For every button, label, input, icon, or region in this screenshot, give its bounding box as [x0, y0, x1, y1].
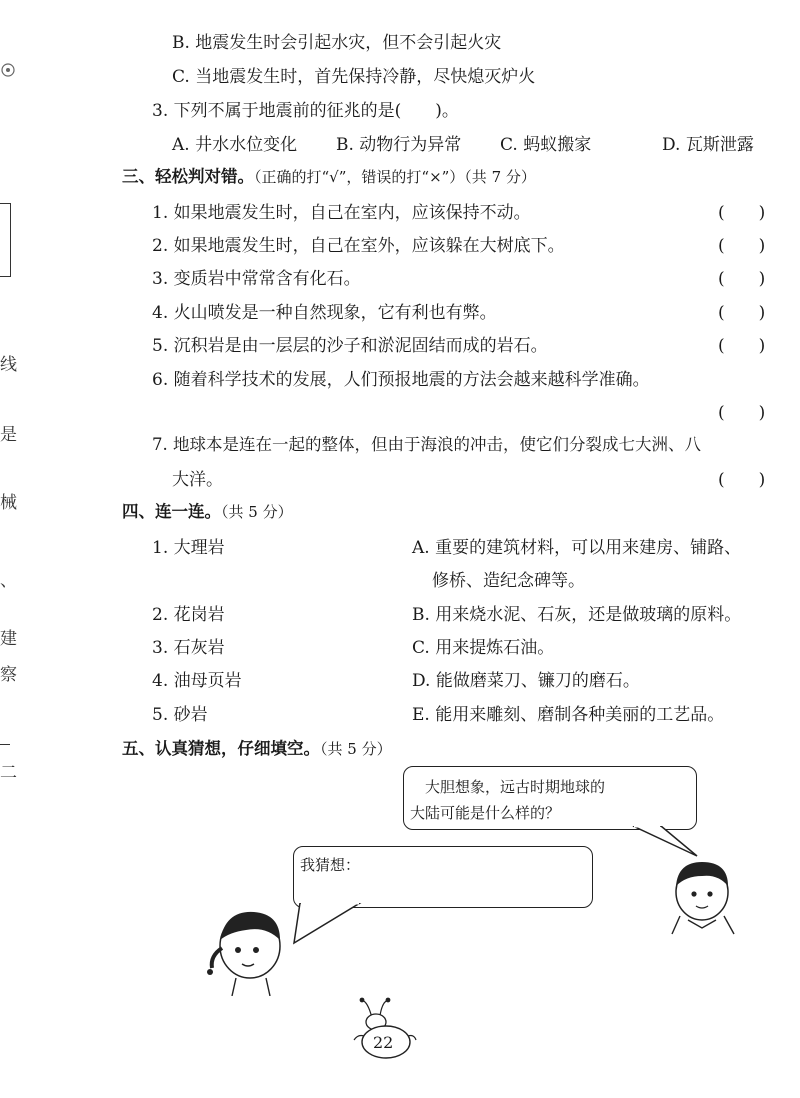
q3-option-b: B. 动物行为异常 [336, 135, 462, 155]
page-number: 22 [373, 1033, 394, 1052]
judge-answer-3[interactable]: ( ) [718, 269, 766, 289]
section4-note: （共 5 分） [221, 503, 293, 521]
judge-answer-7[interactable]: ( ) [718, 470, 766, 490]
judge-answer-2[interactable]: ( ) [718, 236, 766, 256]
q3-option-a: A. 井水水位变化 [172, 135, 298, 155]
page-number-bee-icon [348, 996, 420, 1062]
section4-title: 四、连一连。 [122, 502, 221, 521]
margin-char-6: 察 [0, 665, 17, 685]
q3-option-c: C. 蚂蚁搬家 [500, 135, 592, 155]
section5-title: 五、认真猜想，仔细填空。 [122, 739, 320, 758]
match-right-d[interactable]: D. 能做磨菜刀、镰刀的磨石。 [412, 671, 640, 691]
judge-answer-4[interactable]: ( ) [718, 303, 766, 323]
judge-answer-6[interactable]: ( ) [718, 403, 766, 423]
q3-stem: 3. 下列不属于地震前的征兆的是( )。 [152, 101, 459, 121]
margin-char-1: 线 [0, 355, 17, 375]
section5-note: （共 5 分） [320, 740, 392, 758]
section3-note: （正确的打“√”，错误的打“×”）（共 7 分） [254, 168, 536, 186]
section5-heading [122, 735, 392, 759]
judge-answer-1[interactable]: ( ) [718, 203, 766, 223]
judge-item-4: 4. 火山喷发是一种自然现象，它有利也有弊。 [152, 303, 497, 323]
match-right-c[interactable]: C. 用来提炼石油。 [412, 638, 555, 658]
judge-item-7-line1: 7. 地球本是连在一起的整体，但由于海浪的冲击，使它们分裂成七大洲、八 [152, 435, 701, 454]
judge-item-2: 2. 如果地震发生时，自己在室外，应该躲在大树底下。 [152, 236, 565, 256]
boy-bubble-line1: 大胆想象，远古时期地球的 [410, 778, 606, 796]
margin-char-7: 二 [0, 763, 17, 783]
q2-option-b: B. 地震发生时会引起水灾，但不会引起火灾 [172, 33, 502, 53]
section3-heading [122, 163, 536, 187]
judge-item-6: 6. 随着科学技术的发展，人们预报地震的方法会越来越科学准确。 [152, 370, 650, 390]
margin-char-4: 、 [0, 571, 17, 591]
judge-item-1: 1. 如果地震发生时，自己在室内，应该保持不动。 [152, 203, 531, 223]
judge-item-7-line2: 大洋。 [172, 470, 223, 490]
margin-box [0, 203, 11, 277]
margin-char-2: 是 [0, 425, 17, 445]
q3-option-d: D. 瓦斯泄露 [662, 135, 754, 155]
match-left-5[interactable]: 5. 砂岩 [152, 705, 208, 725]
match-left-3[interactable]: 3. 石灰岩 [152, 638, 225, 658]
margin-char-5: 建 [0, 629, 17, 649]
guess-label: 我猜想： [300, 856, 361, 874]
match-right-b[interactable]: B. 用来烧水泥、石灰，还是做玻璃的原料。 [412, 605, 742, 625]
girl-cartoon-icon [196, 896, 306, 996]
match-right-a-line1[interactable]: A. 重要的建筑材料，可以用来建房、铺路、 [412, 538, 742, 558]
match-right-a-line2: 修桥、造纪念碑等。 [432, 571, 585, 591]
section3-title: 三、轻松判对错。 [122, 167, 254, 186]
judge-item-5: 5. 沉积岩是由一层层的沙子和淤泥固结而成的岩石。 [152, 336, 548, 356]
section4-heading [122, 498, 293, 522]
boy-bubble-line2: 大陆可能是什么样的？ [410, 804, 561, 822]
margin-char-3: 械 [0, 493, 17, 513]
margin-flower-icon [0, 58, 22, 87]
match-left-2[interactable]: 2. 花岗岩 [152, 605, 225, 625]
judge-item-3: 3. 变质岩中常常含有化石。 [152, 269, 361, 289]
match-left-1[interactable]: 1. 大理岩 [152, 538, 225, 558]
judge-answer-5[interactable]: ( ) [718, 336, 766, 356]
q2-option-c: C. 当地震发生时，首先保持冷静，尽快熄灭炉火 [172, 67, 536, 87]
margin-rule [0, 744, 10, 745]
match-left-4[interactable]: 4. 油母页岩 [152, 671, 242, 691]
boy-cartoon-icon [658, 852, 748, 936]
match-right-e[interactable]: E. 能用来雕刻、磨制各种美丽的工艺品。 [412, 705, 725, 725]
